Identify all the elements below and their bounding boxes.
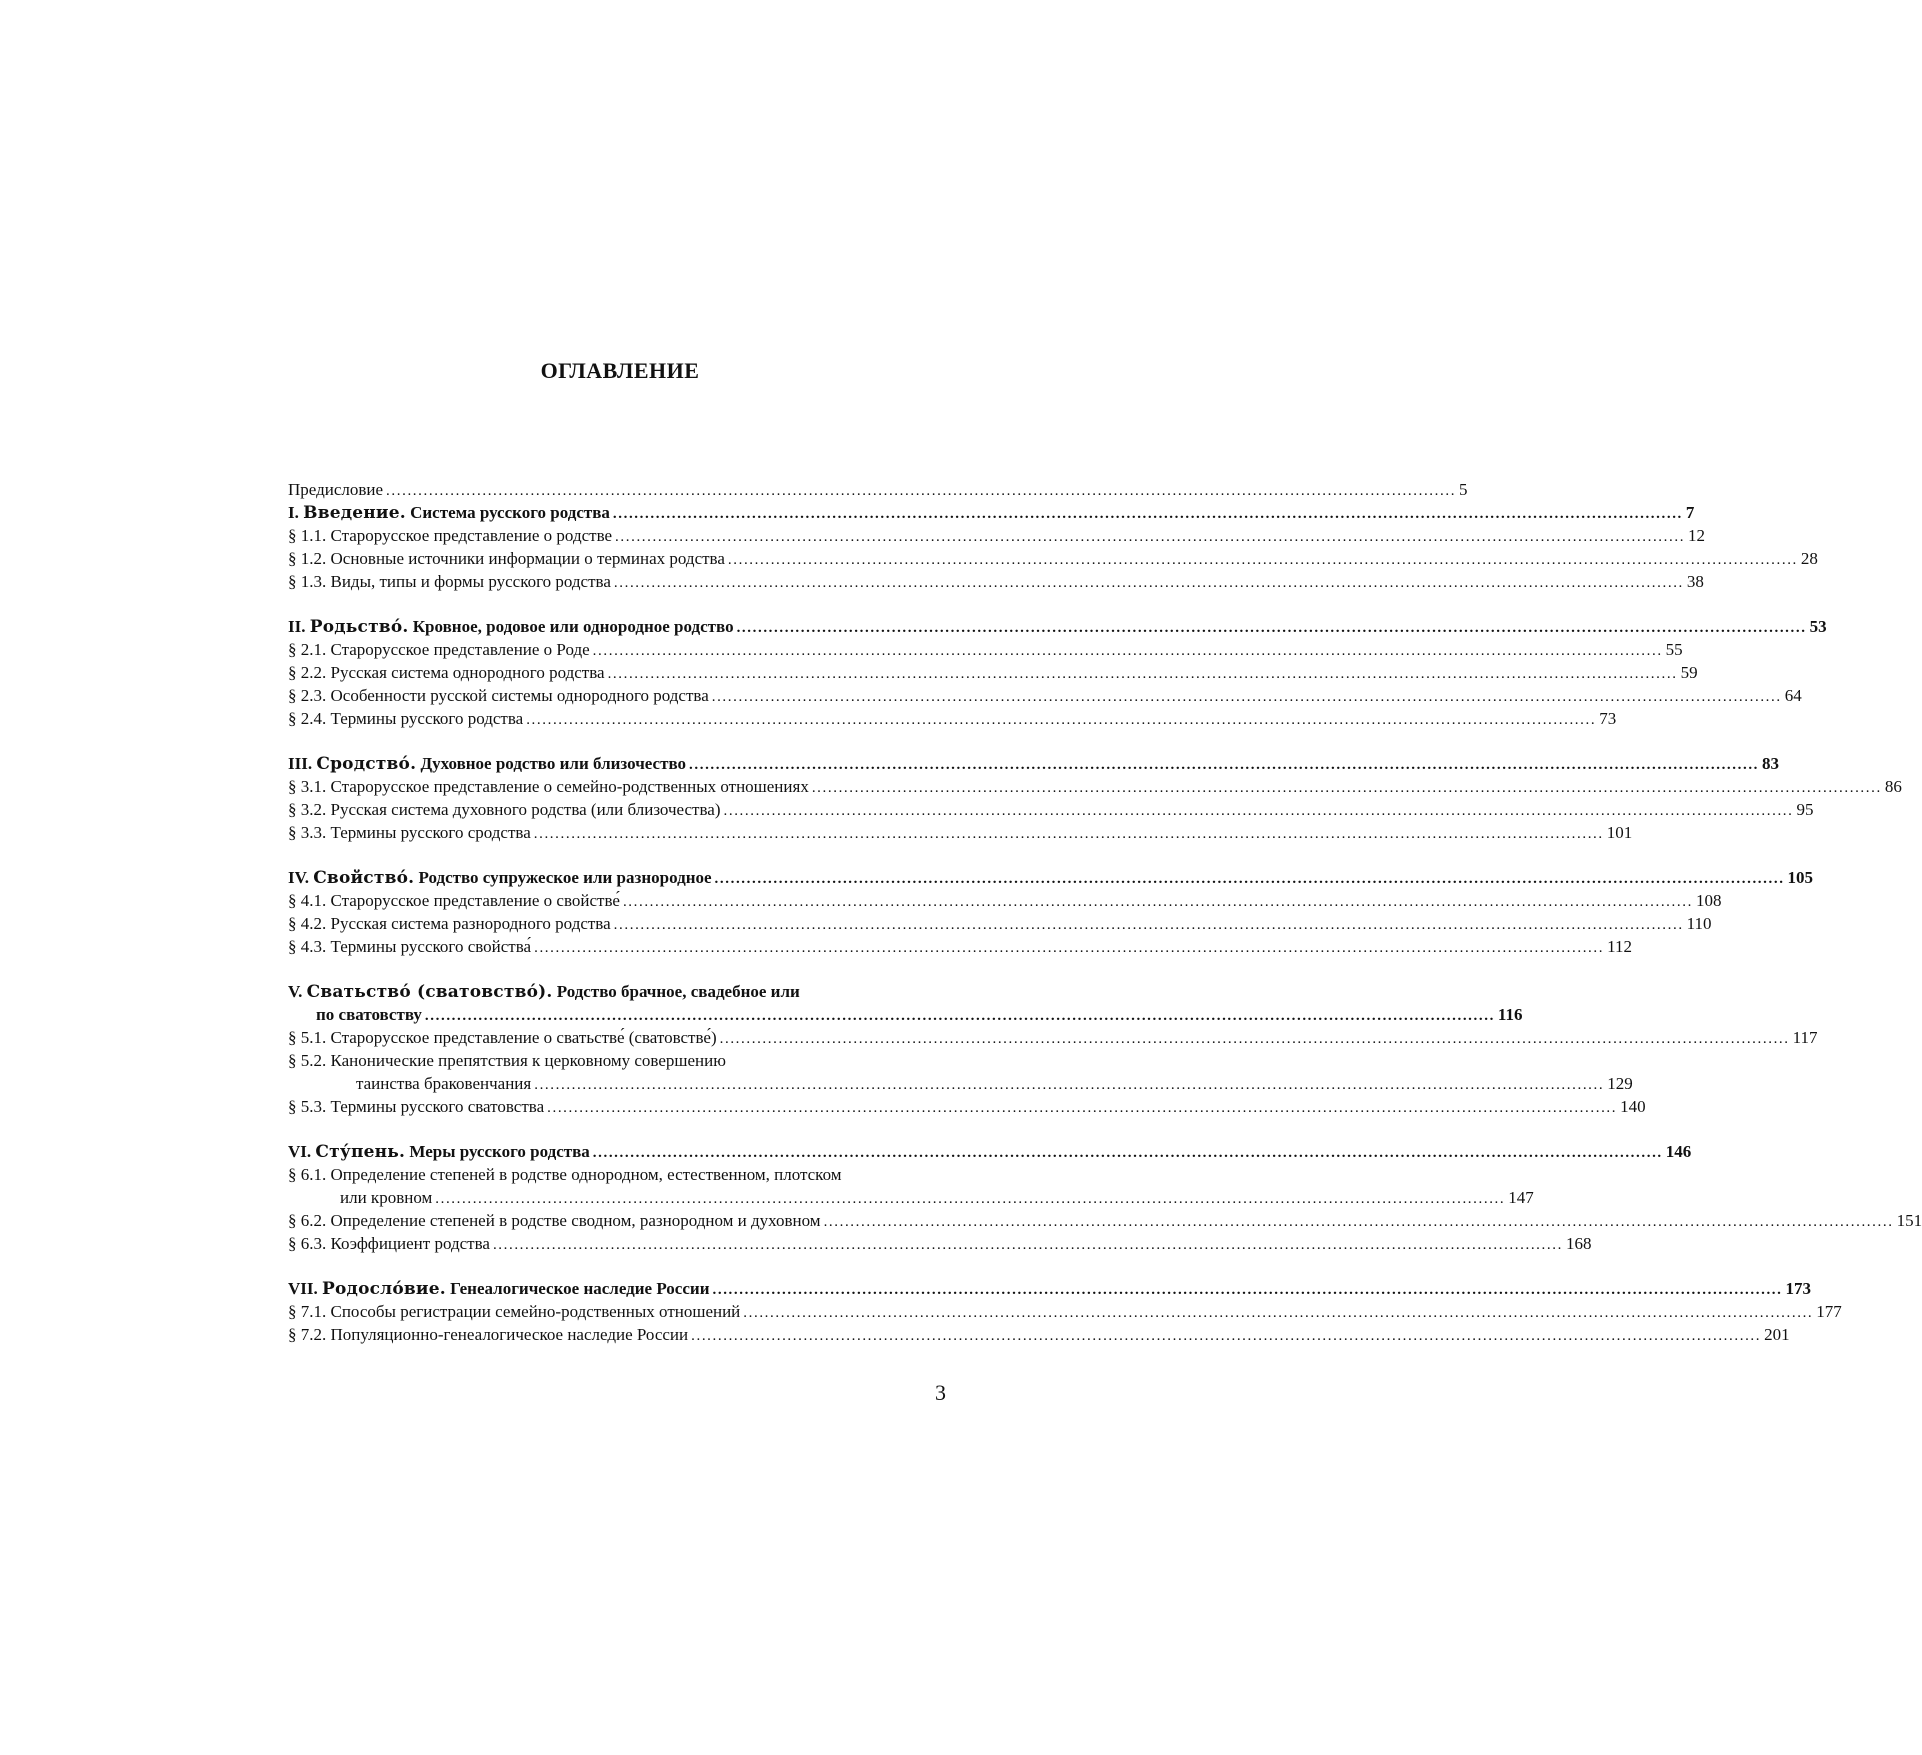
entry-label: § 2.4. Термины русского родства xyxy=(288,709,524,728)
entry-page: 112 xyxy=(1607,937,1632,956)
leader-dots: ........................................................................................................................................................................................................ xyxy=(823,1214,1894,1230)
leader-dots: ........................................................................................................................................................................................................ xyxy=(711,689,1782,705)
entry-label: § 3.1. Старорусское представление о семейно-родственных отношениях xyxy=(288,777,809,796)
entry-page: 173 xyxy=(1785,1279,1811,1298)
toc-entry[interactable] xyxy=(288,1323,1790,1346)
leader-dots: ........................................................................................................................................................................................................ xyxy=(622,894,1693,910)
toc-chapter-5[interactable] xyxy=(288,980,946,1003)
entry-label: § 1.1. Старорусское представление о родстве xyxy=(288,526,613,545)
entry-page: 101 xyxy=(1606,823,1633,842)
section-gap xyxy=(288,844,946,866)
leader-dots: ........................................................................................................................................................................................................ xyxy=(612,506,1683,522)
chapter-slavonic-title: Свойство́. xyxy=(313,868,415,888)
toc-entry[interactable] xyxy=(288,775,1902,798)
chapter-number: II. xyxy=(288,617,306,636)
chapter-number: V. xyxy=(288,982,303,1001)
leader-dots: ........................................................................................................................................................................................................ xyxy=(424,1008,1495,1024)
leader-dots: ........................................................................................................................................................................................................ xyxy=(534,940,1605,956)
entry-label: § 2.1. Старорусское представление о Роде xyxy=(288,640,590,659)
toc-entry[interactable] xyxy=(288,912,1712,935)
toc-chapter-3[interactable] xyxy=(288,752,1780,775)
entry-label: § 5.1. Старорусское представление о сватьстве́ (сватовстве́) xyxy=(288,1028,717,1047)
entry-page: 38 xyxy=(1686,572,1704,591)
chapter-number: I. xyxy=(288,503,299,522)
toc-entry[interactable] xyxy=(288,798,1814,821)
entry-page: 53 xyxy=(1809,617,1827,636)
toc-entry[interactable] xyxy=(288,889,1722,912)
entry-label: или кровном xyxy=(340,1188,433,1207)
leader-dots: ........................................................................................................................................................................................................ xyxy=(613,917,1684,933)
chapter-number: IV. xyxy=(288,868,309,887)
entry-page: 95 xyxy=(1796,800,1814,819)
entry-label: § 7.1. Способы регистрации семейно-родственных отношений xyxy=(288,1302,741,1321)
section-gap xyxy=(288,1118,946,1140)
entry-page: 116 xyxy=(1497,1005,1523,1024)
section-gap xyxy=(288,593,946,615)
toc-entry[interactable] xyxy=(288,821,1633,844)
leader-dots: ........................................................................................................................................................................................................ xyxy=(607,666,1678,682)
entry-page: 129 xyxy=(1607,1074,1633,1093)
entry-page: 12 xyxy=(1688,526,1706,545)
toc-entry-continuation[interactable] xyxy=(288,1186,1534,1209)
chapter-heading xyxy=(288,501,610,525)
leader-dots: ........................................................................................................................................................................................................ xyxy=(386,483,1457,499)
table-of-contents xyxy=(288,478,1922,1346)
entry-page: 201 xyxy=(1764,1325,1790,1344)
entry-page: 110 xyxy=(1686,914,1712,933)
toc-entry[interactable] xyxy=(288,1209,1922,1232)
toc-entry[interactable] xyxy=(288,935,1632,958)
leader-dots: ........................................................................................................................................................................................................ xyxy=(592,1145,1663,1161)
toc-chapter-7[interactable] xyxy=(288,1277,1811,1300)
entry-page: 168 xyxy=(1565,1234,1592,1253)
entry-label: § 1.2. Основные источники информации о терминах родства xyxy=(288,549,725,568)
chapter-slavonic-title: Сродство́. xyxy=(316,754,417,774)
toc-entry[interactable] xyxy=(288,661,1698,684)
toc-entry[interactable] xyxy=(288,1232,1592,1255)
toc-entry-continuation[interactable] xyxy=(288,1072,1633,1095)
entry-page: 83 xyxy=(1762,754,1780,773)
entry-page: 28 xyxy=(1800,549,1818,568)
entry-label: § 4.2. Русская система разнородного родства xyxy=(288,914,611,933)
leader-dots: ........................................................................................................................................................................................................ xyxy=(435,1191,1506,1207)
leader-dots: ........................................................................................................................................................................................................ xyxy=(723,803,1794,819)
entry-label: § 4.3. Термины русского свойства́ xyxy=(288,937,532,956)
leader-dots: ........................................................................................................................................................................................................ xyxy=(727,552,1798,568)
chapter-subtitle: Родство супружеское или разнородное xyxy=(418,868,712,887)
toc-chapter-6[interactable] xyxy=(288,1140,1692,1163)
entry-label: § 6.3. Коэффициент родства xyxy=(288,1234,490,1253)
entry-label: § 4.1. Старорусское представление о свойстве́ xyxy=(288,891,620,910)
chapter-subtitle: Кровное, родовое или однородное родство xyxy=(412,617,734,636)
section-gap xyxy=(288,730,946,752)
toc-entry[interactable]: § 6.1. Определение степеней в родстве однородном, естественном, плотском xyxy=(288,1165,842,1184)
entry-page: 59 xyxy=(1680,663,1698,682)
toc-entry[interactable] xyxy=(288,684,1802,707)
chapter-slavonic-title: Родосло́вие. xyxy=(322,1279,446,1299)
toc-entry[interactable] xyxy=(288,547,1818,570)
chapter-number: VI. xyxy=(288,1142,312,1161)
toc-entry[interactable]: § 5.2. Канонические препятствия к церковному совершению xyxy=(288,1051,726,1070)
toc-entry[interactable] xyxy=(288,570,1704,593)
leader-dots: ........................................................................................................................................................................................................ xyxy=(714,871,1785,887)
chapter-subtitle: Генеалогическое наследие России xyxy=(450,1279,710,1298)
entry-label: § 3.3. Термины русского сродства xyxy=(288,823,531,842)
entry-label: таинства браковенчания xyxy=(356,1074,532,1093)
chapter-heading xyxy=(288,1277,710,1301)
page-number: 3 xyxy=(935,1380,946,1405)
section-gap xyxy=(288,958,946,980)
toc-entry[interactable] xyxy=(288,524,1706,547)
leader-dots: ........................................................................................................................................................................................................ xyxy=(613,575,1684,591)
entry-page: 7 xyxy=(1685,503,1695,522)
entry-page: 64 xyxy=(1784,686,1802,705)
toc-entry[interactable] xyxy=(288,1095,1646,1118)
chapter-subtitle: Меры русского родства xyxy=(409,1142,590,1161)
entry-label: § 1.3. Виды, типы и формы русского родства xyxy=(288,572,611,591)
entry-page: 146 xyxy=(1665,1142,1692,1161)
chapter-subtitle: Система русского родства xyxy=(410,503,610,522)
chapter-heading xyxy=(288,866,712,890)
entry-label: § 7.2. Популяционно-генеалогическое наследие России xyxy=(288,1325,689,1344)
chapter-subtitle: Родство брачное, свадебное или xyxy=(556,982,800,1001)
toc-entry[interactable] xyxy=(288,707,1617,730)
toc-entry-preface[interactable] xyxy=(288,478,1468,501)
entry-label: § 2.2. Русская система однородного родства xyxy=(288,663,605,682)
toc-entry[interactable] xyxy=(288,638,1683,661)
chapter-heading xyxy=(288,615,734,639)
toc-chapter-2[interactable] xyxy=(288,615,1827,638)
leader-dots: ........................................................................................................................................................................................................ xyxy=(743,1305,1814,1321)
entry-page: 5 xyxy=(1459,480,1468,499)
chapter-heading xyxy=(288,1140,590,1164)
entry-page: 86 xyxy=(1884,777,1902,796)
leader-dots: ........................................................................................................................................................................................................ xyxy=(719,1031,1790,1047)
chapter-slavonic-title: Родьство́. xyxy=(309,617,409,637)
entry-label: по сватовству xyxy=(316,1005,422,1024)
leader-dots: ........................................................................................................................................................................................................ xyxy=(689,757,1760,773)
chapter-slavonic-title: Введение. xyxy=(303,503,406,523)
toc-entry[interactable] xyxy=(288,1026,1818,1049)
entry-page: 177 xyxy=(1816,1302,1842,1321)
toc-chapter-4[interactable] xyxy=(288,866,1814,889)
leader-dots: ........................................................................................................................................................................................................ xyxy=(615,529,1686,545)
toc-chapter-5-continuation[interactable] xyxy=(288,1003,1523,1026)
entry-label: § 3.2. Русская система духовного родства (или близочества) xyxy=(288,800,721,819)
chapter-subtitle: Духовное родство или близочество xyxy=(420,754,687,773)
entry-page: 55 xyxy=(1665,640,1683,659)
entry-page: 151 xyxy=(1896,1211,1922,1230)
entry-label: § 2.3. Особенности русской системы однородного родства xyxy=(288,686,709,705)
leader-dots: ........................................................................................................................................................................................................ xyxy=(592,643,1663,659)
toc-chapter-1[interactable] xyxy=(288,501,1695,524)
chapter-number: III. xyxy=(288,754,313,773)
entry-page: 140 xyxy=(1620,1097,1646,1116)
leader-dots: ........................................................................................................................................................................................................ xyxy=(526,712,1597,728)
leader-dots: ........................................................................................................................................................................................................ xyxy=(533,826,1604,842)
entry-label: § 6.2. Определение степеней в родстве сводном, разнородном и духовном xyxy=(288,1211,821,1230)
leader-dots: ........................................................................................................................................................................................................ xyxy=(492,1237,1563,1253)
section-gap xyxy=(288,1255,946,1277)
chapter-heading xyxy=(288,752,686,776)
entry-label: § 5.3. Термины русского сватовства xyxy=(288,1097,545,1116)
leader-dots: ........................................................................................................................................................................................................ xyxy=(691,1328,1762,1344)
chapter-slavonic-title: Сватьство́ (сватовство́). xyxy=(306,982,553,1002)
entry-page: 117 xyxy=(1792,1028,1818,1047)
toc-entry[interactable] xyxy=(288,1300,1842,1323)
leader-dots: ........................................................................................................................................................................................................ xyxy=(811,780,1882,796)
leader-dots: ........................................................................................................................................................................................................ xyxy=(534,1077,1605,1093)
leader-dots: ........................................................................................................................................................................................................ xyxy=(547,1100,1618,1116)
page-title: ОГЛАВЛЕНИЕ xyxy=(540,358,700,383)
entry-page: 108 xyxy=(1695,891,1722,910)
chapter-slavonic-title: Сту́пень. xyxy=(315,1142,406,1162)
leader-dots: ........................................................................................................................................................................................................ xyxy=(736,620,1807,636)
leader-dots: ........................................................................................................................................................................................................ xyxy=(712,1282,1783,1298)
entry-page: 105 xyxy=(1787,868,1814,887)
entry-page: 147 xyxy=(1508,1188,1534,1207)
chapter-number: VII. xyxy=(288,1279,318,1298)
entry-label: Предисловие xyxy=(288,480,384,499)
entry-page: 73 xyxy=(1599,709,1617,728)
